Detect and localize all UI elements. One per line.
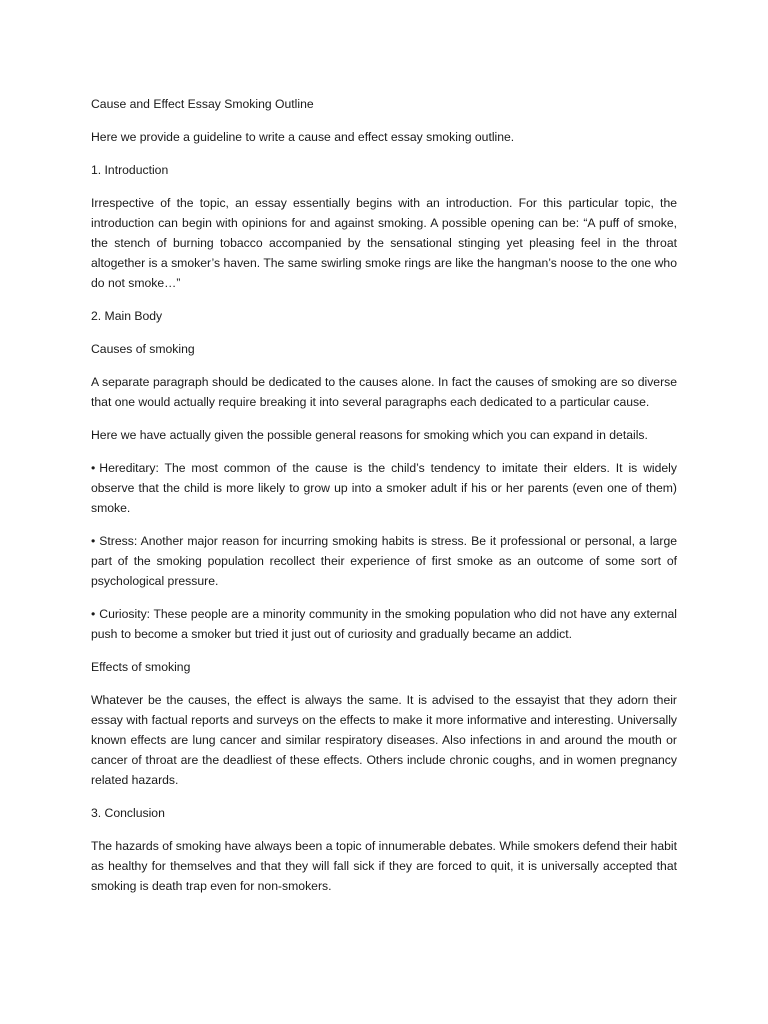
effects-paragraph: Whatever be the causes, the effect is always the same. It is advised to the essayist that they adorn their essay with factual reports and surveys on the effects to make it more informative and interesting. Universally known effects are lung cancer and similar respiratory diseases. Also infections in and around the mouth or cancer of throat are the deadliest of these effects. Others include chronic coughs, and in women pregnancy related hazards. xyxy=(91,693,677,787)
effects-heading: Effects of smoking xyxy=(91,660,191,674)
intro-line: Here we provide a guideline to write a cause and effect essay smoking outline. xyxy=(91,130,515,144)
causes-paragraph: A separate paragraph should be dedicated to the causes alone. In fact the causes of smoking are so diverse that one would actually require breaking it into several paragraphs each dedicated to a particular cause. xyxy=(91,375,677,409)
main-body-heading: 2. Main Body xyxy=(91,309,163,323)
general-reasons-paragraph: Here we have actually given the possible general reasons for smoking which you can expand in details. xyxy=(91,428,648,442)
introduction-paragraph: Irrespective of the topic, an essay essentially begins with an introduction. For this particular topic, the introduction can begin with opinions for and against smoking. A possible opening can be: “A puff of smoke, the stench of burning tobacco accompanied by the sensational stinging yet pleasing feel in the throat altogether is a smoker’s haven. The same swirling smoke rings are like the hangman’s noose to the one who do not smoke…” xyxy=(91,196,677,290)
document-page xyxy=(91,94,677,909)
conclusion-heading: 3. Conclusion xyxy=(91,806,165,820)
bullet-item-curiosity xyxy=(91,604,677,644)
bullet-text: Hereditary: The most common of the cause is the child’s tendency to imitate their elders. It is widely observe that the child is more likely to grow up into a smoker adult if his or her parents (even one of them) smoke. xyxy=(91,461,677,515)
introduction-heading: 1. Introduction xyxy=(91,163,169,177)
bullet-text: Curiosity: These people are a minority community in the smoking population who did not have any external push to become a smoker but tried it just out of curiosity and gradually became an addict. xyxy=(91,607,677,641)
document-title: Cause and Effect Essay Smoking Outline xyxy=(91,97,314,111)
bullet-icon: • xyxy=(91,534,96,548)
bullet-text: Stress: Another major reason for incurring smoking habits is stress. Be it professional or personal, a large part of the smoking population recollect their experience of first smoke as an outcome of some sort of psychological pressure. xyxy=(91,534,677,588)
bullet-item-hereditary xyxy=(91,458,677,518)
bullet-icon: • xyxy=(91,461,96,475)
conclusion-paragraph: The hazards of smoking have always been a topic of innumerable debates. While smokers defend their habit as healthy for themselves and that they will fall sick if they are forced to quit, it is universally accepted that smoking is death trap even for non-smokers. xyxy=(91,839,677,893)
causes-heading: Causes of smoking xyxy=(91,342,195,356)
bullet-item-stress xyxy=(91,531,677,591)
bullet-icon: • xyxy=(91,607,96,621)
